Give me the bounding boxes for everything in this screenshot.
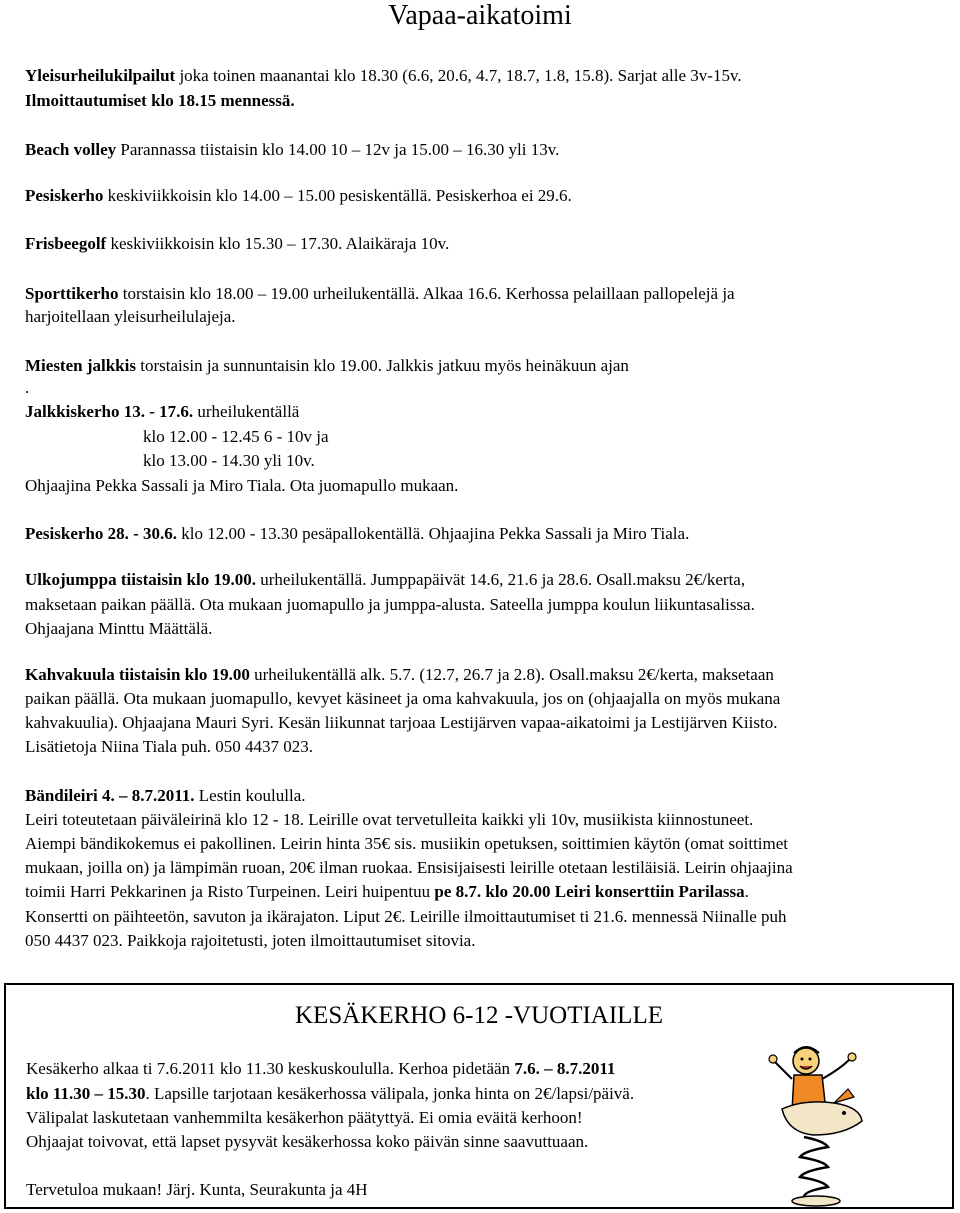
text-line: klo 13.00 - 14.30 yli 10v. (143, 451, 315, 470)
text-line: paikan päällä. Ota mukaan juomapullo, kevyet käsineet ja oma kahvakuula, jos on (ohjaajalla on myös mukana (25, 689, 781, 708)
text-line: Bändileiri 4. – 8.7.2011. Lestin koululla. (25, 786, 306, 805)
text-line: Ohjaajina Pekka Sassali ja Miro Tiala. Ota juomapullo mukaan. (25, 476, 459, 495)
text-line: toimii Harri Pekkarinen ja Risto Turpeinen. Leiri huipentuu pe 8.7. klo 20.00 Leiri konserttiin Parilassa. (25, 882, 749, 901)
text-line: Leiri toteutetaan päiväleirinä klo 12 - 18. Leirille ovat tervetulleita kaikki yli 10v, musiikista kiinnostuneet. (25, 810, 754, 829)
text-line: . (25, 378, 30, 397)
text-line: Jalkkiskerho 13. - 17.6. urheilukentällä (25, 402, 300, 421)
box-text-line: Välipalat laskutetaan vanhemmilta kesäkerhon päätyttyä. Ei omia eväitä kerhoon! (26, 1108, 583, 1127)
text-line: Frisbeegolf keskiviikkoisin klo 15.30 – 17.30. Alaikäraja 10v. (25, 234, 450, 253)
box-text-line: Ohjaajat toivovat, että lapset pysyvät kesäkerhossa koko päivän sinne saavuttuaan. (26, 1132, 589, 1151)
text-line: maksetaan paikan päällä. Ota mukaan juomapullo ja jumppa-alusta. Sateella jumppa koulun liikuntasalissa. (25, 595, 755, 614)
text-line: Aiempi bändikokemus ei pakollinen. Leirin hinta 35€ sis. musiikin opetuksen, soittimien käytön (omat soittimet (25, 834, 789, 853)
text-line: Ulkojumppa tiistaisin klo 19.00. urheilukentällä. Jumppapäivät 14.6, 21.6 ja 28.6. Osall.maksu 2€/kerta, (25, 570, 746, 589)
summer-club-box (4, 983, 954, 1209)
box-text-line: Tervetuloa mukaan! Järj. Kunta, Seurakunta ja 4H (26, 1180, 368, 1199)
box-title: KESÄKERHO 6-12 -VUOTIAILLE (295, 1002, 663, 1029)
text-line: Lisätietoja Niina Tiala puh. 050 4437 023. (25, 737, 314, 756)
text-line: Beach volley Parannassa tiistaisin klo 14.00 10 – 12v ja 15.00 – 16.30 yli 13v. (25, 140, 560, 159)
text-line: Yleisurheilukilpailut joka toinen maanantai klo 18.30 (6.6, 20.6, 4.7, 18.7, 1.8, 15.8). Sarjat alle 3v-15v. (25, 66, 742, 85)
box-text-line: klo 11.30 – 15.30. Lapsille tarjotaan kesäkerhossa välipala, jonka hinta on 2€/lapsi/päivä. (26, 1084, 635, 1103)
text-line: Miesten jalkkis torstaisin ja sunnuntaisin klo 19.00. Jalkkis jatkuu myös heinäkuun ajan (25, 356, 629, 375)
text-line: Sporttikerho torstaisin klo 18.00 – 19.00 urheilukentällä. Alkaa 16.6. Kerhossa pelaillaan pallopelejä ja (25, 284, 735, 303)
text-line: Ohjaajana Minttu Määttälä. (25, 619, 213, 638)
text-line: mukaan, joilla on) ja lämpimän ruoan, 20€ ilman ruokaa. Ensisijaisesti leirille otetaan lestiläisiä. Leirin ohjaajina (25, 858, 793, 877)
text-line: kahvakuulia). Ohjaajana Mauri Syri. Kesän liikunnat tarjoaa Lestijärven vapaa-aikatoimi ja Lestijärven Kiisto. (25, 713, 778, 732)
text-line: Pesiskerho 28. - 30.6. klo 12.00 - 13.30 pesäpallokentällä. Ohjaajina Pekka Sassali ja Miro Tiala. (25, 524, 690, 543)
text-line: Pesiskerho keskiviikkoisin klo 14.00 – 15.00 pesiskentällä. Pesiskerhoa ei 29.6. (25, 186, 572, 205)
box-text-line: Kesäkerho alkaa ti 7.6.2011 klo 11.30 keskuskoululla. Kerhoa pidetään 7.6. – 8.7.2011 (26, 1059, 616, 1078)
child-on-spring-illustration (764, 1039, 874, 1209)
text-line: Kahvakuula tiistaisin klo 19.00 urheilukentällä alk. 5.7. (12.7, 26.7 ja 2.8). Osall.maksu 2€/kerta, maksetaan (25, 665, 774, 684)
page-title: Vapaa-aikatoimi (388, 0, 572, 31)
text-line: harjoitellaan yleisurheilulajeja. (25, 307, 236, 326)
text-line: Ilmoittautumiset klo 18.15 mennessä. (25, 91, 295, 110)
text-line: klo 12.00 - 12.45 6 - 10v ja (143, 427, 329, 446)
text-line: Konsertti on päihteetön, savuton ja ikärajaton. Liput 2€. Leirille ilmoittautumiset ti 21.6. mennessä Niinalle puh (25, 907, 787, 926)
text-line: 050 4437 023. Paikkoja rajoitetusti, joten ilmoittautumiset sitovia. (25, 931, 476, 950)
